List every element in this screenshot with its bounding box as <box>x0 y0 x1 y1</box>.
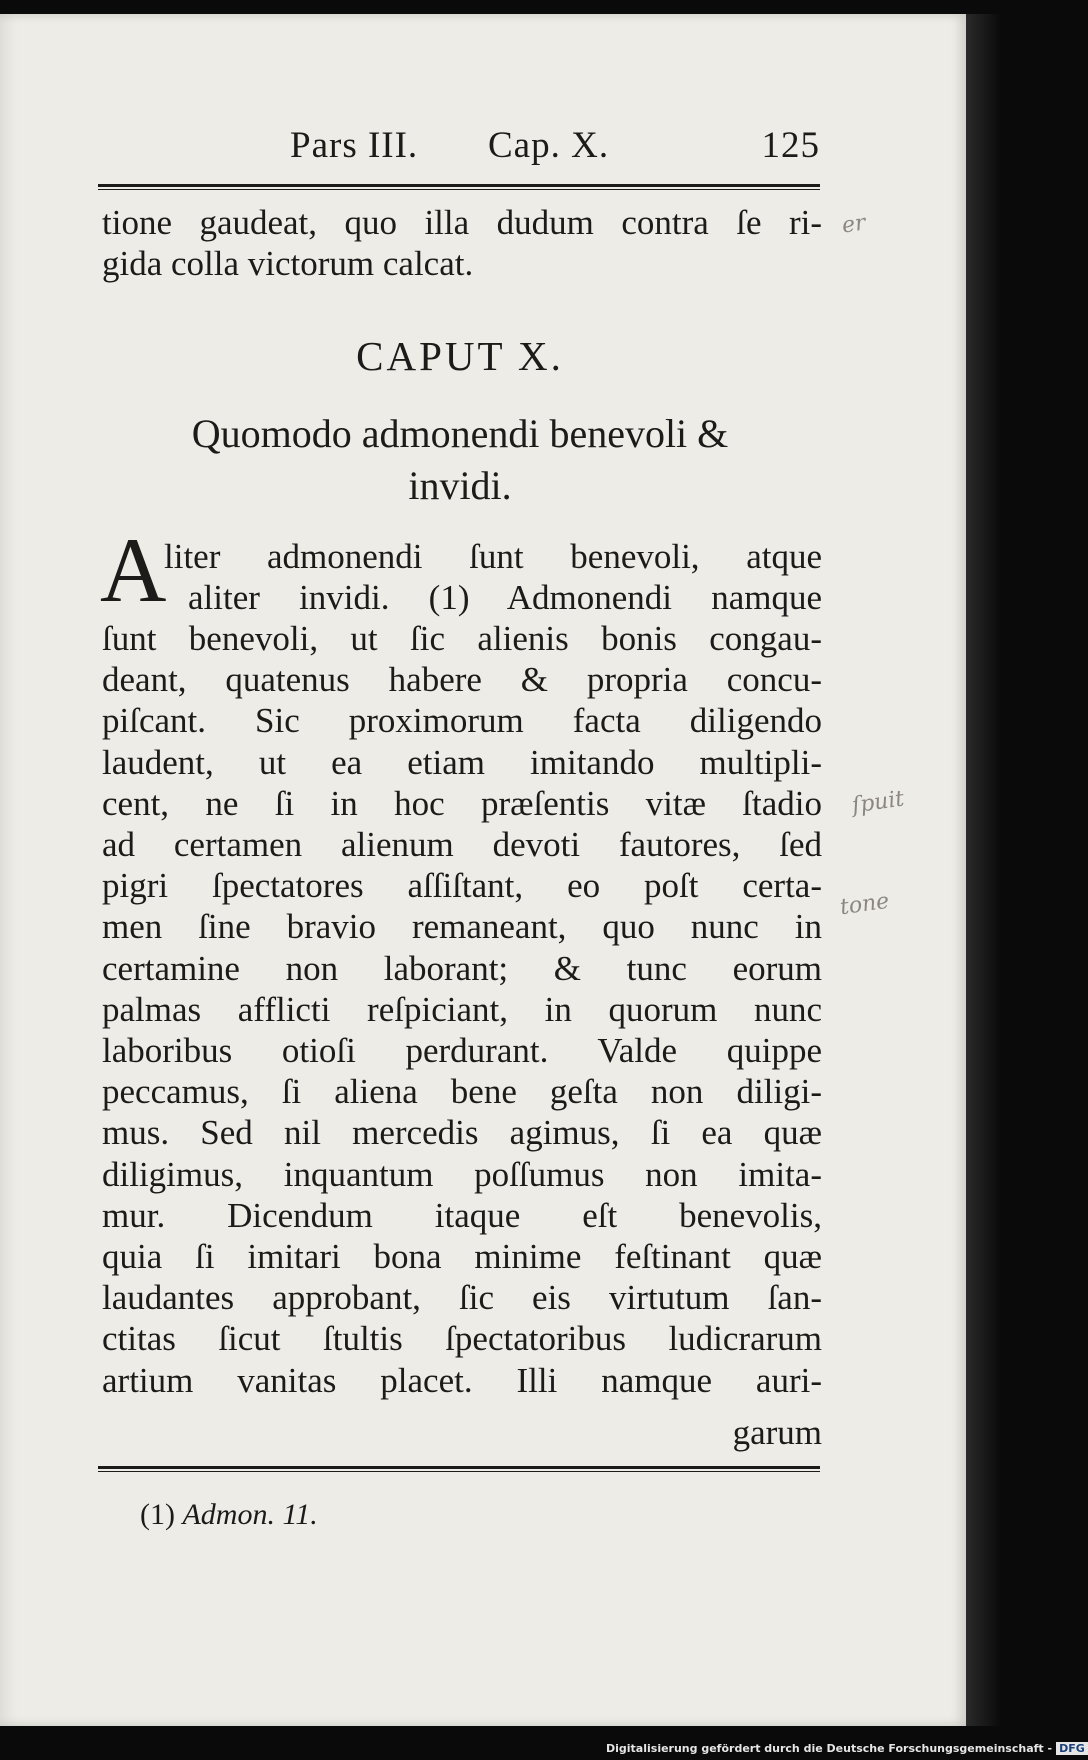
body-line: quia ſi imitari bona minime feſtinant quæ <box>102 1237 822 1276</box>
body-line: cent, ne ſi in hoc præſentis vitæ ſtadio <box>102 784 822 823</box>
running-header <box>100 124 820 170</box>
body-line: ctitas ſicut ſtultis ſpectatoribus ludicrarum <box>102 1319 822 1358</box>
body-line: aliter invidi. (1) Admonendi namque <box>188 578 822 617</box>
body-line: certamine non laborant; & tunc eorum <box>102 949 822 988</box>
body-line: laudantes approbant, ſic eis virtutum ſan- <box>102 1278 822 1317</box>
header-pars: Pars III. <box>290 125 419 166</box>
margin-note: er <box>840 210 868 239</box>
credit-text: Digitalisierung gefördert durch die Deutsche Forschungsgemeinschaft - <box>606 1742 1053 1755</box>
page-number: 125 <box>761 125 820 166</box>
body-line: artium vanitas placet. Illi namque auri- <box>102 1361 822 1400</box>
header-cap: Cap. X. <box>488 125 610 166</box>
digitization-credit <box>606 1742 1088 1755</box>
body-line: peccamus, ſi aliena bene geſta non diligi- <box>102 1072 822 1111</box>
body-line: piſcant. Sic proximorum facta diligendo <box>102 701 822 740</box>
catchword: garum <box>732 1413 822 1452</box>
body-line: diligimus, inquantum poſſumus non imita- <box>102 1155 822 1194</box>
footnote-text: Admon. 11. <box>182 1498 318 1531</box>
carryover-line: gida colla victorum calcat. <box>102 244 474 283</box>
chapter-subtitle: Quomodo admonendi benevoli & <box>191 411 729 456</box>
body-line: ſunt benevoli, ut ſic alienis bonis congau- <box>102 619 822 658</box>
carryover-line: tione gaudeat, quo illa dudum contra ſe ri- <box>102 203 822 242</box>
chapter-title: CAPUT X. <box>356 333 564 379</box>
body-line: men ſine bravio remaneant, quo nunc in <box>102 907 822 946</box>
body-line: pigri ſpectatores aſſiſtant, eo poſt certa- <box>102 866 822 905</box>
footnote-rule <box>98 1466 820 1472</box>
dfg-logo: DFG <box>1056 1742 1088 1755</box>
body-line: liter admonendi ſunt benevoli, atque <box>164 537 822 576</box>
header-rule <box>98 184 820 190</box>
footnote <box>140 1498 318 1532</box>
page-edge-shadow <box>966 14 1000 1726</box>
body-line: ad certamen alienum devoti fautores, ſed <box>102 825 822 864</box>
margin-note: ſpuit <box>850 786 906 819</box>
body-line: mur. Dicendum itaque eſt benevolis, <box>102 1196 822 1235</box>
body-line: laboribus otioſi perdurant. Valde quippe <box>102 1031 822 1070</box>
body-line: mus. Sed nil mercedis agimus, ſi ea quæ <box>102 1113 822 1152</box>
margin-note: tone <box>838 888 891 921</box>
drop-cap: A <box>100 519 167 621</box>
footnote-marker: (1) <box>140 1498 175 1531</box>
body-line: deant, quatenus habere & propria concu- <box>102 660 822 699</box>
body-line: palmas afflicti reſpiciant, in quorum nunc <box>102 990 822 1029</box>
body-line: laudent, ut ea etiam imitando multipli- <box>102 743 822 782</box>
chapter-subtitle: invidi. <box>408 463 512 508</box>
